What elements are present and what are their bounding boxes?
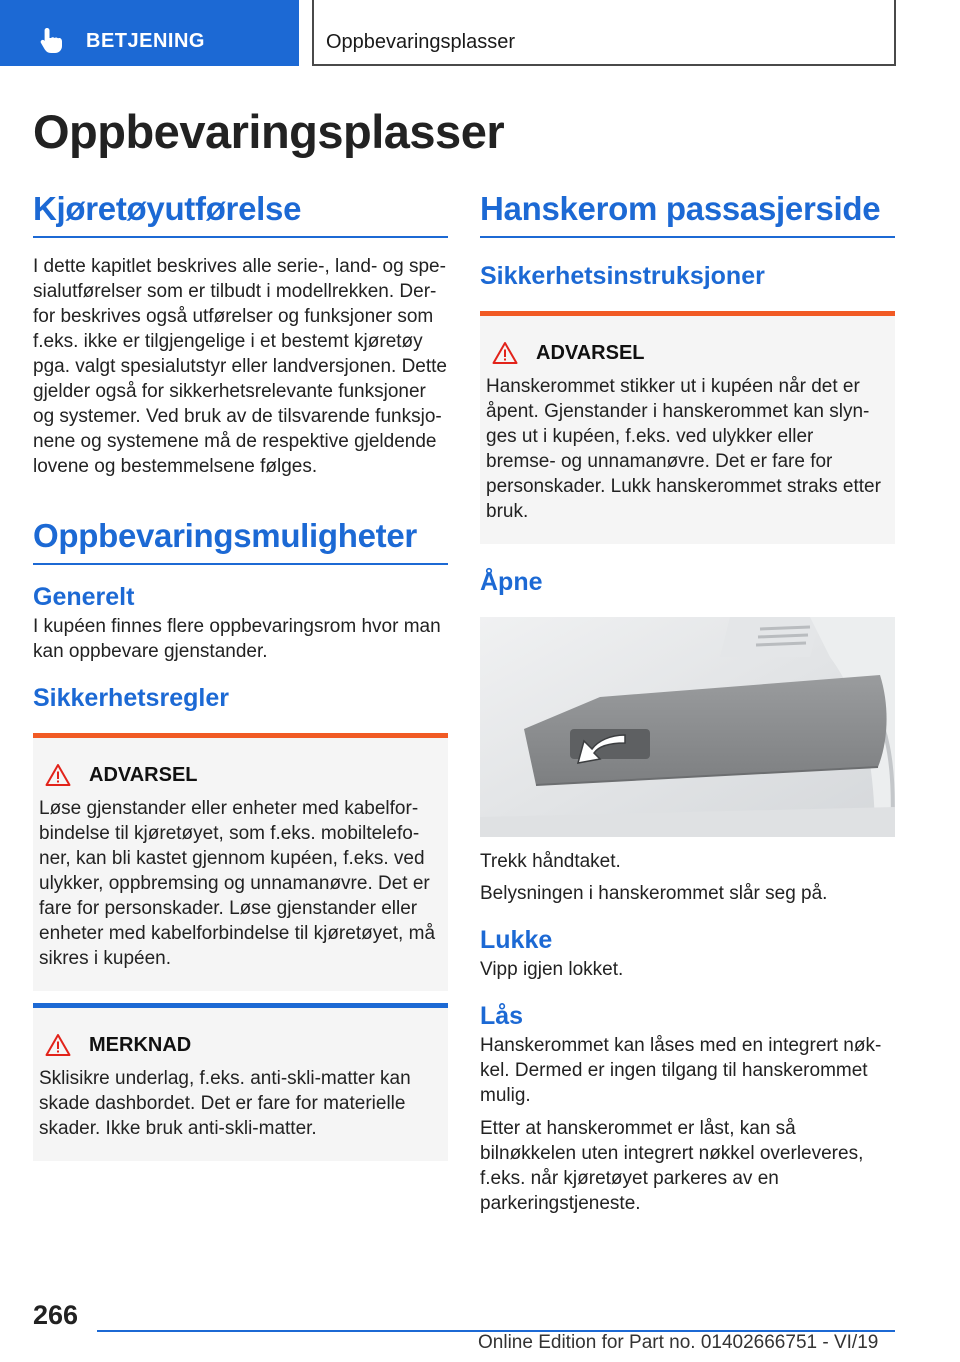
warning-label: ADVARSEL xyxy=(536,341,645,364)
open-step-2: Belysningen i hanskerommet slår seg på. xyxy=(480,883,828,904)
vehicle-text: I dette kapitlet beskrives alle serie-, land- og spesialutførelser som er tilbudt i modellrekken. Derfor beskrives også utførelser og funksjoner som f.eks. ikke er tilgjengelige i et bestemt kjøretøy pga. valgt spesialutstyr eller landversjonen. Dette gjelder også for sikkerhetsrelevante funksjoner og systemer. Ved bruk av de tilsvarende funksjonene og systemene må de respektive gjeldende lovene og bestemmelsene følges. xyxy=(33,256,448,477)
left-column xyxy=(33,190,448,1161)
warning-box xyxy=(480,311,895,544)
lock-text-2: Etter at hanskerommet er låst, kan så bilnøkkelen uten integrert nøkkel overleveres, f.eks. når kjøretøyet parkeres av en parkeringstjeneste. xyxy=(480,1118,864,1214)
open-step-1: Trekk håndtaket. xyxy=(480,851,621,872)
section-label: BETJENING xyxy=(86,30,205,52)
warning-header xyxy=(33,760,448,790)
right-column xyxy=(480,190,895,1216)
safety-instructions-heading: Sikkerhetsinstruksjoner xyxy=(480,262,765,290)
warning-box xyxy=(33,733,448,991)
chapter-label: Oppbevaringsplasser xyxy=(326,31,515,53)
warning-triangle-icon xyxy=(492,341,518,365)
general-text: I kupéen finnes flere oppbevaringsrom hvor man kan oppbevare gjenstander. xyxy=(33,616,441,662)
note-text: Sklisikre underlag, f.eks. anti-skli-matter kan skade dashbordet. Det er fare for materielle skader. Ikke bruk anti-skli-matter. xyxy=(39,1068,411,1139)
note-label: MERKNAD xyxy=(89,1033,192,1056)
warning-header xyxy=(480,338,895,368)
page-number: 266 xyxy=(33,1300,79,1330)
glovebox-illustration xyxy=(480,617,895,837)
warning-triangle-icon xyxy=(45,763,71,787)
note-header xyxy=(33,1030,448,1060)
warning-label: ADVARSEL xyxy=(89,763,198,786)
lock-heading: Lås xyxy=(480,1002,524,1030)
glovebox-photo xyxy=(480,617,895,837)
warning-triangle-icon xyxy=(45,1033,71,1057)
note-box xyxy=(33,1003,448,1161)
glovebox-heading: Hanskerom passasjerside xyxy=(480,190,895,238)
vehicle-heading: Kjøretøyutførelse xyxy=(33,190,448,238)
general-heading: Generelt xyxy=(33,583,135,611)
lock-text-1: Hanskerommet kan låses med en integrert nøkkel. Dermed er ingen tilgang til hanskerommet mulig. xyxy=(480,1035,882,1106)
open-heading: Åpne xyxy=(480,568,543,596)
close-heading: Lukke xyxy=(480,926,553,954)
page-title: Oppbevaringsplasser xyxy=(33,105,505,158)
warning-text: Løse gjenstander eller enheter med kabelforbindelse til kjøretøyet, som f.eks. mobiltelefoner, kan bli kastet gjennom kupéen, f.eks. ved ulykker, oppbremsing og unnamanøvre. Det er fare for personskader. Løse gjenstander eller enheter med kabelforbindelse til kjøretøyet, må sikres i kupéen. xyxy=(39,798,436,969)
warning-text: Hanskerommet stikker ut i kupéen når det er åpent. Gjenstander i hanskerommet kan slynges ut i kupéen, f.eks. ved ulykker eller bremse- og unnamanøvre. Det er fare for personskader. Lukk hanskerommet straks etter bruk. xyxy=(486,376,881,522)
page-footer xyxy=(0,1290,960,1362)
close-text: Vipp igjen lokket. xyxy=(480,959,624,980)
storage-heading: Oppbevaringsmuligheter xyxy=(33,517,448,565)
safety-heading: Sikkerhetsregler xyxy=(33,684,229,712)
chapter-box xyxy=(312,0,896,66)
page-header xyxy=(0,0,960,66)
section-tab[interactable] xyxy=(0,0,299,66)
hand-pointer-icon xyxy=(38,26,68,54)
edition-text: Online Edition for Part no. 01402666751 - VI/19 xyxy=(478,1332,879,1353)
